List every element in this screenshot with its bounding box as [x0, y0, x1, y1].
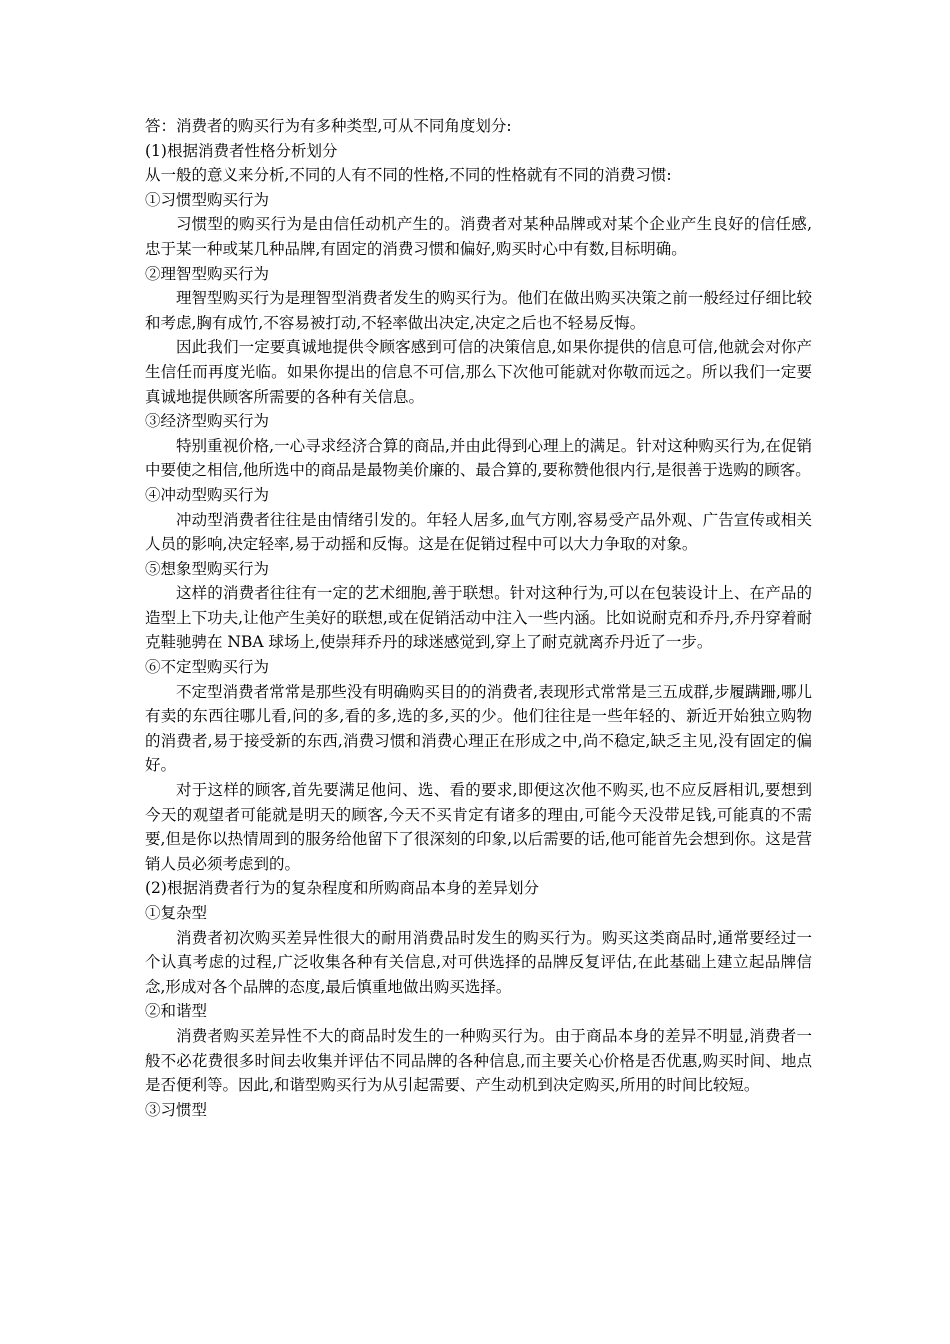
subheading-complex: ①复杂型: [145, 904, 208, 922]
section-intro: 从一般的意义来分析,不同的人有不同的性格,不同的性格就有不同的消费习惯:: [145, 166, 672, 185]
subheading-imaginative: ⑤想象型购买行为: [145, 559, 270, 578]
paragraph-harmonious: 消费者购买差异性不大的商品时发生的一种购买行为。由于商品本身的差异不明显,消费者一般不必花费很多时间去收集并评估不同品牌的各种信息,而主要关心价格是否优惠,购买时间、地点是否便利等。因此,和谐型购买行为从引起需要、产生动机到决定购买,所用的时间比较短。: [145, 1026, 812, 1095]
subheading-habitual: ①习惯型购买行为: [145, 190, 270, 209]
paragraph-rational: 理智型购买行为是理智型消费者发生的购买行为。他们在做出购买决策之前一般经过仔细比较和考虑,胸有成竹,不容易被打动,不轻率做出决定,决定之后也不轻易反悔。: [145, 289, 812, 332]
section-heading-2: (2)根据消费者行为的复杂程度和所购商品本身的差异划分: [145, 879, 539, 898]
paragraph-rational-advice: 因此我们一定要真诚地提供令顾客感到可信的决策信息,如果你提供的信息可信,他就会对你产生信任而再度光临。如果你提出的信息不可信,那么下次他可能就对你敬而远之。所以我们一定要真诚地提供顾客所需要的各种有关信息。: [145, 338, 812, 406]
subheading-habitual-type: ③习惯型: [145, 1100, 208, 1119]
paragraph-habitual: 习惯型的购买行为是由信任动机产生的。消费者对某种品牌或对某个企业产生良好的信任感,忠于某一种或某几种品牌,有固定的消费习惯和偏好,购买时心中有数,目标明确。: [145, 215, 812, 258]
subheading-harmonious: ②和谐型: [145, 1002, 208, 1021]
document-page: [145, 114, 812, 1122]
paragraph-complex: 消费者初次购买差异性很大的耐用消费品时发生的购买行为。购买这类商品时,通常要经过一个认真考虑的过程,广泛收集各种有关信息,对可供选择的品牌反复评估,在此基础上建立起品牌信念,形成对各个品牌的态度,最后慎重地做出购买选择。: [145, 928, 812, 996]
paragraph-uncertain-advice: 对于这样的顾客,首先要满足他问、选、看的要求,即便这次他不购买,也不应反唇相讥,要想到今天的观望者可能就是明天的顾客,今天不买肯定有诸多的理由,可能今天没带足钱,可能真的不需要,但是你以热情周到的服务给他留下了很深刻的印象,以后需要的话,他可能首先会想到你。这是营销人员必须考虑到的。: [145, 781, 812, 873]
subheading-rational: ②理智型购买行为: [145, 264, 270, 283]
subheading-uncertain: ⑥不定型购买行为: [145, 658, 270, 677]
paragraph-economic: 特别重视价格,一心寻求经济合算的商品,并由此得到心理上的满足。针对这种购买行为,在促销中要使之相信,他所选中的商品是最物美价廉的、最合算的,要称赞他很内行,是很善于选购的顾客。: [145, 436, 812, 480]
subheading-impulsive: ④冲动型购买行为: [145, 485, 270, 504]
answer-intro: 答：消费者的购买行为有多种类型,可从不同角度划分:: [145, 117, 512, 135]
subheading-economic: ③经济型购买行为: [145, 412, 270, 431]
paragraph-impulsive: 冲动型消费者往往是由情绪引发的。年轻人居多,血气方刚,容易受产品外观、广告宣传或相关人员的影响,决定轻率,易于动摇和反悔。这是在促销过程中可以大力争取的对象。: [145, 510, 812, 554]
paragraph-imaginative: 这样的消费者往往有一定的艺术细胞,善于联想。针对这种行为,可以在包装设计上、在产品的造型上下功夫,让他产生美好的联想,或在促销活动中注入一些内涵。比如说耐克和乔丹,乔丹穿着耐克鞋驰骋在 NBA 球场上,使崇拜乔丹的球迷感觉到,穿上了耐克就离乔丹近了一步。: [145, 584, 812, 652]
section-heading-1: (1)根据消费者性格分析划分: [145, 141, 338, 160]
paragraph-uncertain: 不定型消费者常常是那些没有明确购买目的的消费者,表现形式常常是三五成群,步履蹒跚,哪儿有卖的东西往哪儿看,问的多,看的多,选的多,买的少。他们往往是一些年轻的、新近开始独立购物的消费者,易于接受新的东西,消费习惯和消费心理正在形成之中,尚不稳定,缺乏主见,没有固定的偏好。: [145, 682, 812, 775]
